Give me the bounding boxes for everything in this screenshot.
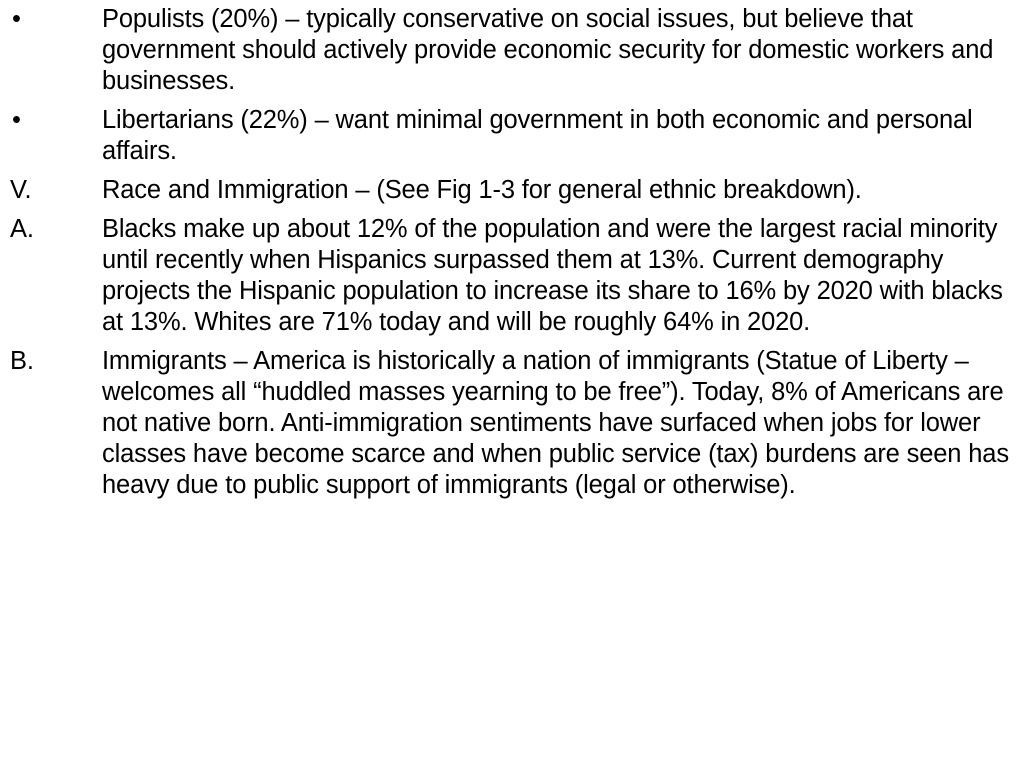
roman-numeral-marker: V. [10, 176, 32, 204]
outline-item-text: Populists (20%) – typically conservative on social issues, but believe that government should actively provide economic security for domestic workers and businesses. [102, 5, 994, 95]
outline-item-text: Blacks make up about 12% of the population and were the largest racial minority until recently when Hispanics surpassed them at 13%. Current demography projects the Hispanic population to increase its share to 16% by 2020 with blacks at 13%. Whites are 71% today and will be roughly 64% in 2020. [102, 215, 1003, 336]
outline-item-immigrants [10, 346, 1010, 501]
outline-item-blacks [10, 214, 1010, 338]
outline-item-text: Immigrants – America is historically a nation of immigrants (Statue of Liberty – welcomes all “huddled masses yearning to be free”). Today, 8% of Americans are not native born. Anti-immigration sentiments have surfaced when jobs for lower classes have become scarce and when public service (tax) burdens are seen has heavy due to public support of immigrants (legal or otherwise). [102, 347, 1009, 499]
bullet-marker: • [12, 106, 21, 134]
outline-item-text: Libertarians (22%) – want minimal government in both economic and personal affairs. [102, 106, 973, 165]
bullet-marker: • [12, 5, 21, 33]
outline-item-text: Race and Immigration – (See Fig 1-3 for general ethnic breakdown). [102, 176, 862, 204]
outline-item-libertarians [10, 105, 1010, 167]
letter-marker: B. [10, 347, 34, 375]
letter-marker: A. [10, 215, 34, 243]
outline-item-populists [10, 4, 1010, 97]
outline-item-race-immigration [10, 175, 1010, 206]
outline-list [10, 4, 1010, 509]
